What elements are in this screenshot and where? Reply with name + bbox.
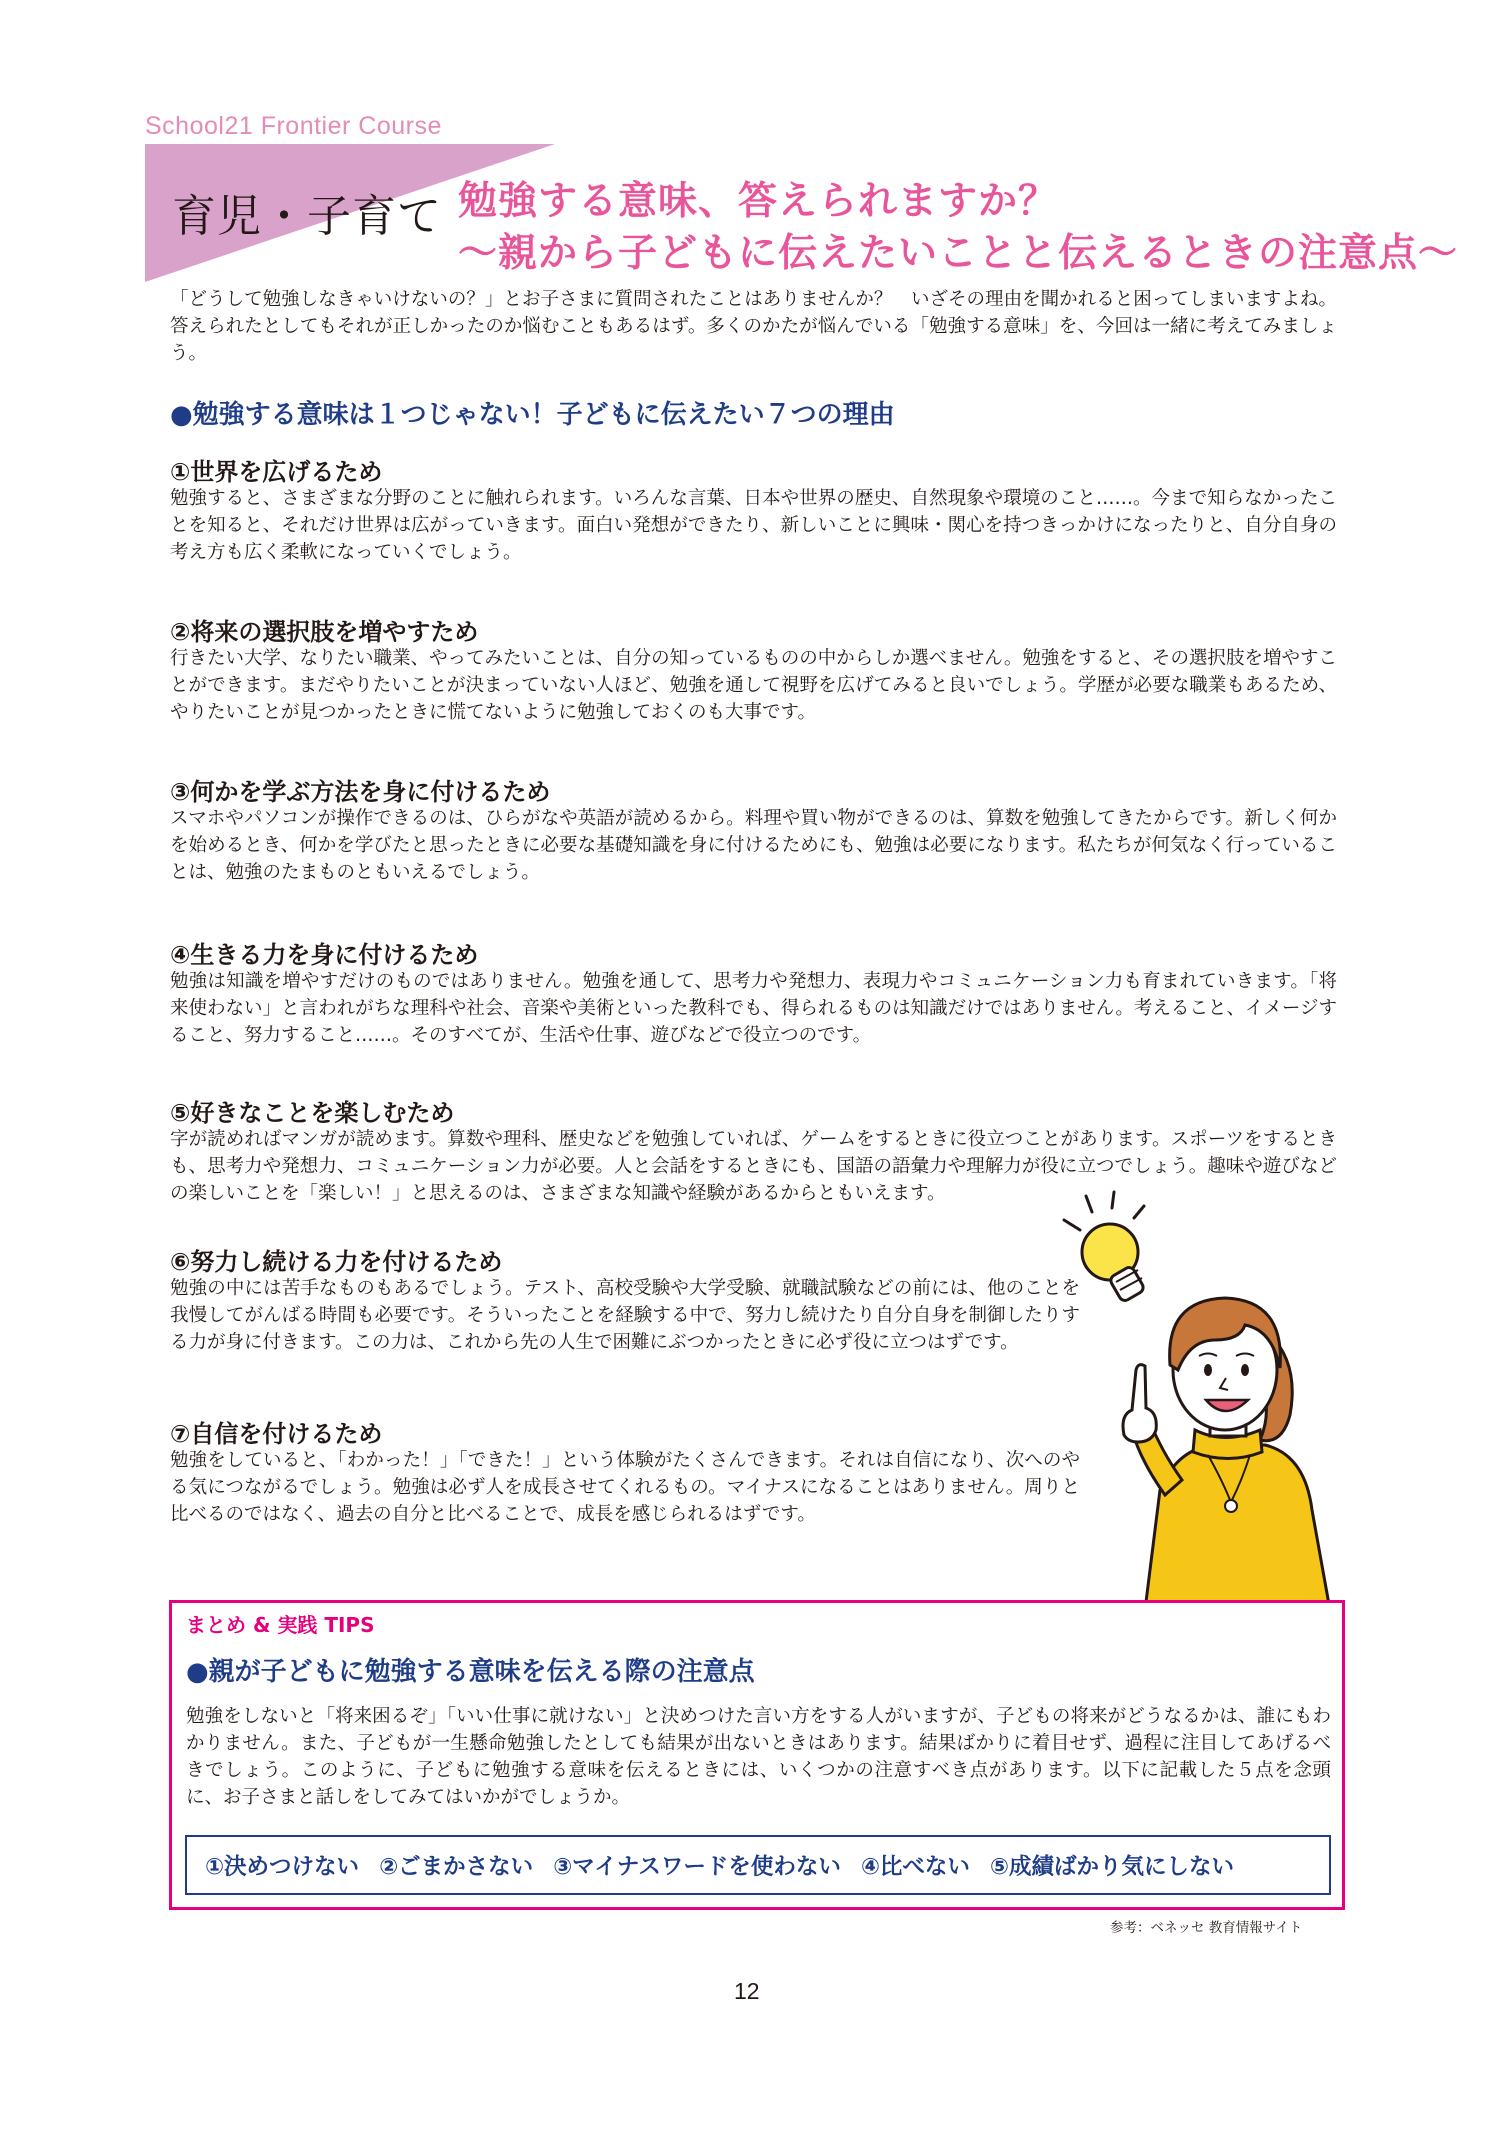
page-title-line1: 勉強する意味、答えられますか？: [458, 179, 1059, 224]
category-label: 育児・子育て: [172, 191, 442, 242]
section-3-body: スマホやパソコンが操作できるのは、ひらがなや英語が読めるから。料理や買い物ができるのは、算数を勉強してきたからです。新しく何かを始めるとき、何かを学びたと思ったときに必要な基礎知識を身に付けるためにも、勉強は必要になります。私たちが何気なく行っていることは、勉強のたまものともいえるでしょう。: [170, 808, 1337, 883]
reference-note: 参考：ベネッセ 教育情報サイト: [1110, 1920, 1303, 1936]
intro-paragraph: 「どうして勉強しなきゃいけないの？」とお子さまに質問されたことはありませんか？ いざその理由を聞かれると困ってしまいますよね。答えられたとしてもそれが正しかったのか悩むこともあるはず。多くのかたが悩んでいる「勉強する意味」を、今回は一緒に考えてみましょう。: [170, 289, 1337, 364]
key-points-box: [185, 1835, 1331, 1895]
section-2-body: 行きたい大学、なりたい職業、やってみたいことは、自分の知っているものの中からしか選べません。勉強をすると、その選択肢を増やすことができます。まだやりたいことが決まっていない人ほど、勉強を通して視野を広げてみると良いでしょう。学歴が必要な職業もあるため、やりたいことが見つかったときに慌てないように勉強しておくのも大事です。: [170, 648, 1337, 723]
section-4-body: 勉強は知識を増やすだけのものではありません。勉強を通して、思考力や発想力、表現力やコミュニケーション力も育まれていきます。「将来使わない」と言われがちな理科や社会、音楽や美術といった教科でも、得られるものは知識だけではありません。考えること、イメージすること、努力すること……。そのすべてが、生活や仕事、遊びなどで役立つのです。: [170, 971, 1337, 1046]
section-5-body: 字が読めればマンガが読めます。算数や理科、歴史などを勉強していれば、ゲームをするときに役立つことがあります。スポーツをするときも、思考力や発想力、コミュニケーション力が必要。人と会話をするときにも、国語の語彙力や理解力が役に立つでしょう。趣味や遊びなどの楽しいことを「楽しい！」と思えるのは、さまざまな知識や経験があるからともいえます。: [170, 1129, 1337, 1204]
key-point-4: ④比べない: [860, 1854, 970, 1880]
key-point-2: ②ごまかさない: [379, 1854, 534, 1880]
lightbulb-icon: [1082, 1224, 1145, 1303]
main-heading: ●勉強する意味は１つじゃない！子どもに伝えたい７つの理由: [170, 400, 895, 430]
tips-box: [169, 1600, 1345, 1910]
key-point-1: ①決めつけない: [205, 1854, 360, 1880]
course-label: School21 Frontier Course: [145, 112, 442, 140]
section-6-body: 勉強の中には苦手なものもあるでしょう。テスト、高校受験や大学受験、就職試験などの前には、他のことを我慢してがんばる時間も必要です。そういったことを経験する中で、努力し続けたり自分自身を制御したりする力が身に付きます。この力は、これから先の人生で困難にぶつかったときに必ず役に立つはずです。: [170, 1278, 1080, 1353]
section-2-title: ②将来の選択肢を増やすため: [170, 618, 479, 646]
page-number: 12: [734, 1978, 760, 2004]
section-1-title: ①世界を広げるため: [170, 458, 383, 486]
section-5-title: ⑤好きなことを楽しむため: [170, 1099, 455, 1127]
section-4-title: ④生きる力を身に付けるため: [170, 941, 479, 969]
woman-with-lightbulb-illustration: [1050, 1190, 1350, 1610]
section-6-title: ⑥努力し続ける力を付けるため: [170, 1248, 503, 1276]
section-7-title: ⑦自信を付けるため: [170, 1420, 383, 1448]
key-point-5: ⑤成績ばかり気にしない: [989, 1854, 1234, 1880]
tips-paragraph: 勉強をしないと「将来困るぞ」「いい仕事に就けない」と決めつけた言い方をする人がいますが、子どもの将来がどうなるかは、誰にもわかりません。また、子どもが一生懸命勉強したとしても結果が出ないときはあります。結果ばかりに着目せず、過程に注目してあげるべきでしょう。このように、子どもに勉強する意味を伝えるときには、いくつかの注意すべき点があります。以下に記載した５点を念頭に、お子さまと話しをしてみてはいかがでしょうか。: [186, 1706, 1331, 1808]
section-7-body: 勉強をしていると、「わかった！」「できた！」という体験がたくさんできます。それは自信になり、次へのやる気につながるでしょう。勉強は必ず人を成長させてくれるもの。マイナスになることはありません。周りと比べるのではなく、過去の自分と比べることで、成長を感じられるはずです。: [170, 1450, 1080, 1525]
section-3-title: ③何かを学ぶ方法を身に付けるため: [170, 778, 551, 806]
section-1-body: 勉強すると、さまざまな分野のことに触れられます。いろんな言葉、日本や世界の歴史、自然現象や環境のこと……。今まで知らなかったことを知ると、それだけ世界は広がっていきます。面白い発想ができたり、新しいことに興味・関心を持つきっかけになったりと、自分自身の考え方も広く柔軟になっていくでしょう。: [170, 488, 1337, 563]
tips-heading: ●親が子どもに勉強する意味を伝える際の注意点: [186, 1657, 755, 1687]
key-point-3: ③マイナスワードを使わない: [553, 1854, 841, 1880]
page-title-line2: ～親から子どもに伝えたいことと伝えるときの注意点～: [458, 231, 1459, 276]
tips-label: まとめ & 実践 TIPS: [186, 1613, 375, 1637]
